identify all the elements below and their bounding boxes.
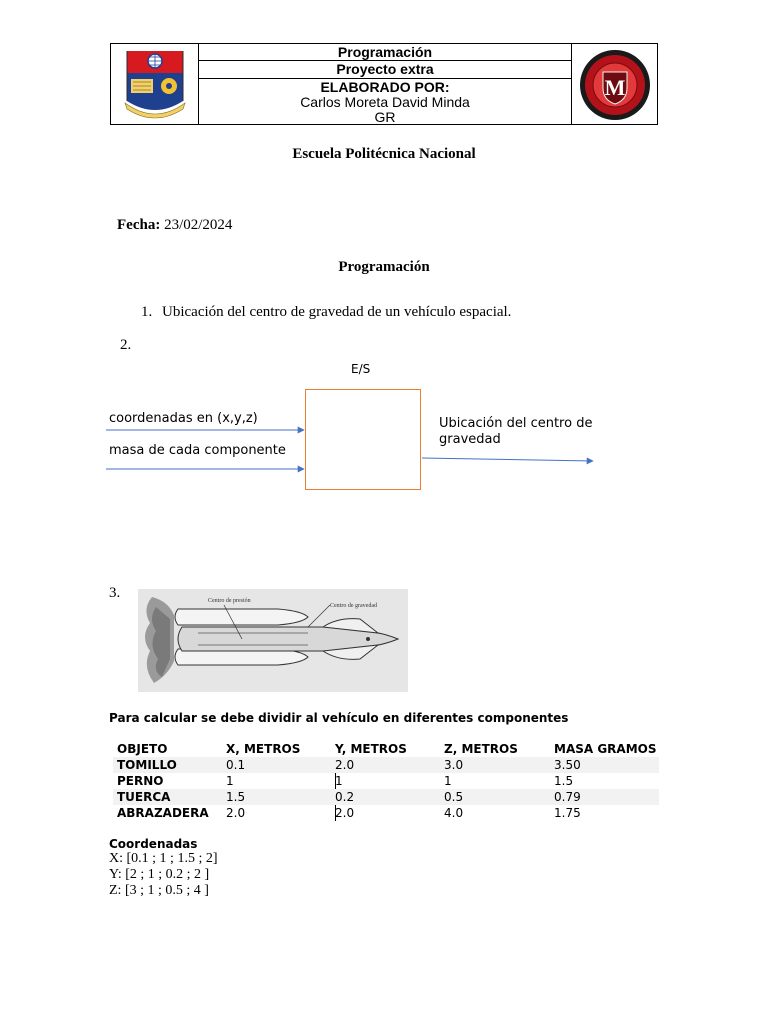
table-cell: 1.75 xyxy=(554,806,581,820)
table-cell: 1.5 xyxy=(554,774,574,788)
header-table xyxy=(110,43,658,125)
table-cell: 2.0 xyxy=(335,758,355,772)
table-cell: 3.50 xyxy=(554,758,581,772)
authors: Carlos Moreta David Minda xyxy=(300,94,470,110)
output-label: Ubicación del centro de gravedad xyxy=(439,416,593,447)
made-by-label: ELABORADO POR: xyxy=(320,79,450,95)
table-header-row xyxy=(113,741,659,757)
table-cell: 3.0 xyxy=(444,758,464,772)
table-cell: 0.2 xyxy=(335,790,355,804)
process-box xyxy=(305,389,421,490)
table-cell: PERNO xyxy=(117,774,164,788)
table-cell: 4.0 xyxy=(444,806,464,820)
item-2-number: 2. xyxy=(120,337,132,353)
table-cell: 2.0 xyxy=(226,806,246,820)
date-value: 23/02/2024 xyxy=(164,217,233,233)
school-name: Escuela Politécnica Nacional xyxy=(292,146,476,162)
table-cell: TOMILLO xyxy=(117,758,177,772)
coords-title: Coordenadas xyxy=(109,837,198,851)
header-divider xyxy=(571,44,572,124)
header-cell: Y, METROS xyxy=(335,742,407,756)
table-cell: 2.0 xyxy=(335,806,355,820)
table-cell: 1 xyxy=(226,774,234,788)
output-arrow xyxy=(422,458,593,461)
table-cell: 0.5 xyxy=(444,790,464,804)
table-cell: 1 xyxy=(444,774,452,788)
group: GR xyxy=(374,109,396,125)
table-cell: 0.79 xyxy=(554,790,581,804)
university-logo xyxy=(121,47,189,123)
table-row xyxy=(113,757,659,773)
section-title: Programación xyxy=(338,259,430,275)
table-cell: ABRAZADERA xyxy=(117,806,209,820)
rocket-label-pressure: Centro de presión xyxy=(208,598,251,604)
rocket-label-gravity: Centro de gravedad xyxy=(330,603,377,609)
coords-z: Z: [3 ; 1 ; 0.5 ; 4 ] xyxy=(109,883,209,898)
components-table xyxy=(113,741,659,821)
input-coordinates-label: coordenadas en (x,y,z) xyxy=(109,411,258,426)
input-mass-label: masa de cada componente xyxy=(109,443,286,458)
table-row xyxy=(113,789,659,805)
faculty-logo xyxy=(577,48,653,122)
diagram-title: E/S xyxy=(351,362,371,376)
table-cell: 1 xyxy=(335,774,343,788)
table-cell: 1.5 xyxy=(226,790,246,804)
header-cell: OBJETO xyxy=(117,742,168,756)
coords-y: Y: [2 ; 1 ; 0.2 ; 2 ] xyxy=(109,867,210,882)
item-3-number: 3. xyxy=(109,585,121,601)
badge-letter: M xyxy=(604,75,626,100)
table-intro: Para calcular se debe dividir al vehículo en diferentes componentes xyxy=(109,711,569,725)
table-cell: 0.1 xyxy=(226,758,246,772)
project-title: Proyecto extra xyxy=(336,61,434,77)
table-cell: TUERCA xyxy=(117,790,171,804)
item-1-text: Ubicación del centro de gravedad de un vehículo espacial. xyxy=(162,304,512,320)
table-row xyxy=(113,773,659,789)
rocket-image xyxy=(138,589,408,692)
header-cell: MASA GRAMOS xyxy=(554,742,657,756)
item-1-number: 1. xyxy=(141,304,153,320)
course-title: Programación xyxy=(337,44,433,60)
header-cell: Z, METROS xyxy=(444,742,518,756)
header-cell: X, METROS xyxy=(226,742,301,756)
date-label: Fecha: xyxy=(117,217,161,233)
coords-x: X: [0.1 ; 1 ; 1.5 ; 2] xyxy=(109,851,218,866)
table-row xyxy=(113,805,659,821)
date-line xyxy=(117,216,232,234)
